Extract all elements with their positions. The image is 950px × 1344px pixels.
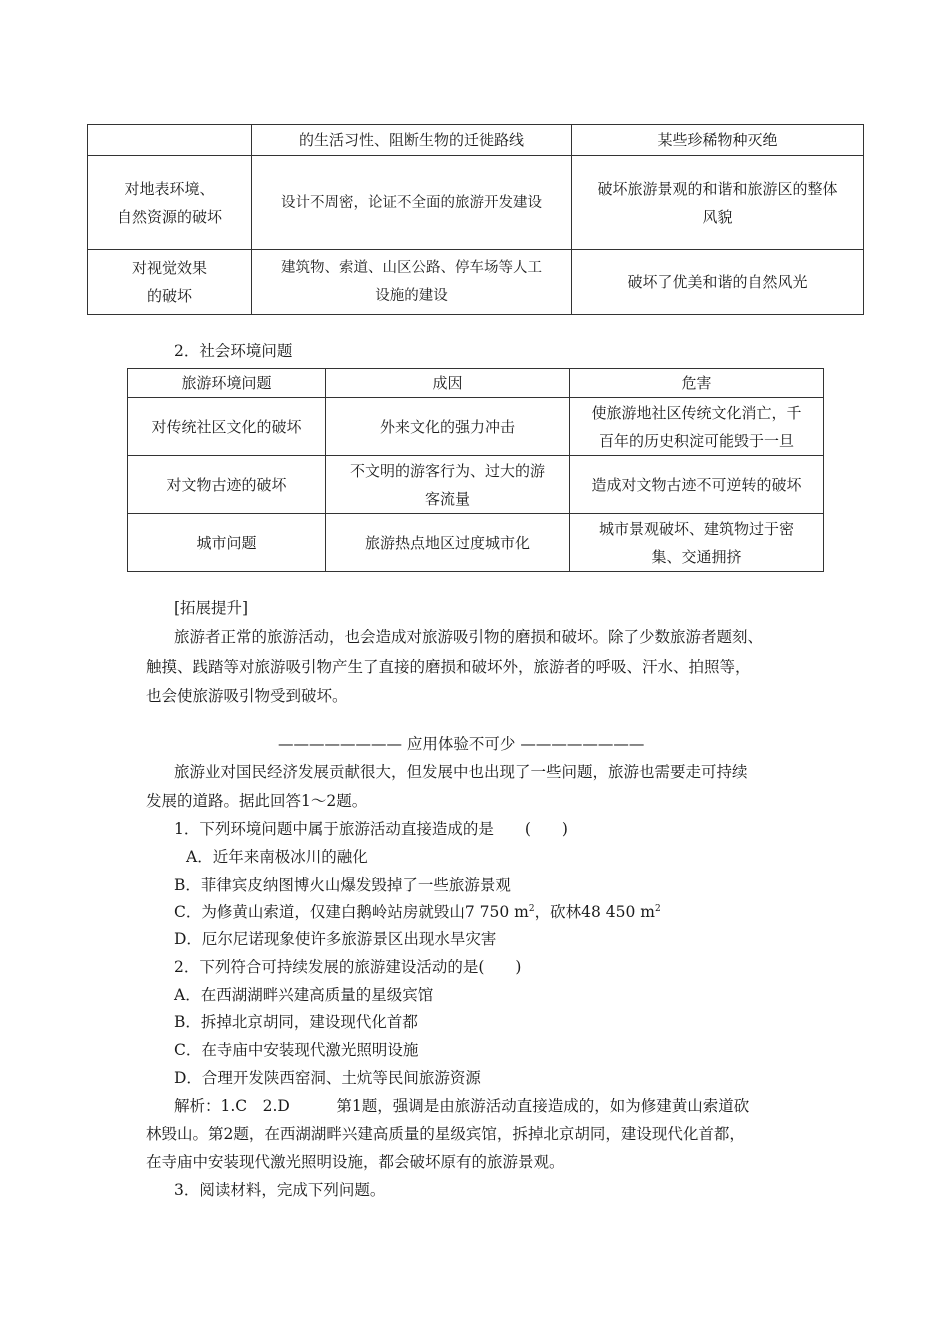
cell-line: 建筑物、索道、山区公路、停车场等人工 [281,260,542,276]
table-header-row [128,369,824,398]
section-title: 2．社会环境问题 [174,342,293,360]
environment-problem-table-continued [87,124,864,315]
option-c: C．在寺庙中安装现代激光照明设施 [174,1041,419,1059]
cell-line: 破坏旅游景观的和谐和旅游区的整体 [597,179,838,198]
table-cell: 破坏了优美和谐的自然风光 [572,250,864,315]
table-cell: 对文物古迹的破坏 [128,456,326,514]
cell-line: 自然资源的破坏 [116,207,222,226]
table-cell: 某些珍稀物种灭绝 [572,125,864,156]
paragraph-line: 旅游者正常的旅游活动，也会造成对旅游吸引物的磨损和破坏。除了少数旅游者题刻、 [174,628,764,646]
analysis-line: 在寺庙中安装现代激光照明设施，都会破坏原有的旅游景观。 [146,1153,565,1171]
question-stem: 3．阅读材料，完成下列问题。 [174,1181,386,1199]
table-row [128,398,824,456]
table-cell [88,125,252,156]
option-c-text: ，砍林48 450 m [534,903,655,921]
table-header: 旅游环境问题 [128,369,326,398]
table-cell [252,250,572,315]
question-stem: 1．下列环境问题中属于旅游活动直接造成的是 ( ) [174,820,568,838]
cell-line: 集、交通拥挤 [651,547,742,566]
analysis-line: 林毁山。第2题，在西湖湖畔兴建高质量的星级宾馆，拆掉北京胡同，建设现代化首都， [146,1125,745,1143]
table-cell [88,250,252,315]
table-cell: 外来文化的强力冲击 [326,398,570,456]
intro-line: 旅游业对国民经济发展贡献很大，但发展中也出现了一些问题，旅游也需要走可持续 [174,763,748,781]
paragraph-line: 也会使旅游吸引物受到破坏。 [146,687,348,705]
table-cell: 造成对文物古迹不可逆转的破坏 [570,456,824,514]
option-d: D．合理开发陕西窑洞、土炕等民间旅游资源 [174,1069,481,1087]
option-b: B．拆掉北京胡同，建设现代化首都 [174,1013,418,1031]
question-stem: 2．下列符合可持续发展的旅游建设活动的是( ) [174,958,522,976]
extension-title: [拓展提升] [174,599,249,617]
section-divider: ———————— 应用体验不可少 ———————— [278,735,645,753]
option-c [174,902,661,922]
table-row [88,125,864,156]
table-cell: 城市问题 [128,514,326,572]
superscript: 2 [654,903,661,914]
intro-line: 发展的道路。据此回答1～2题。 [146,792,368,810]
analysis-line: 解析：1.C 2.D 第1题，强调是由旅游活动直接造成的，如为修建黄山索道砍 [174,1097,750,1115]
option-a: A．近年来南极冰川的融化 [186,848,368,866]
social-environment-table [127,368,824,572]
table-cell: 设计不周密，论证不全面的旅游开发建设 [252,156,572,250]
option-c-text: C．为修黄山索道，仅建白鹅岭站房就毁山7 750 m [174,903,529,921]
cell-line: 使旅游地社区传统文化消亡，千 [591,403,802,422]
option-a: A．在西湖湖畔兴建高质量的星级宾馆 [174,986,434,1004]
table-row [128,514,824,572]
cell-line: 对视觉效果 [131,259,207,277]
table-cell [570,514,824,572]
superscript: 2 [528,903,535,914]
cell-line: 对地表环境、 [124,179,215,198]
option-d: D．厄尔尼诺现象使许多旅游景区出现水旱灾害 [174,930,497,948]
cell-line: 不文明的游客行为、过大的游 [349,461,545,480]
table-header: 成因 [326,369,570,398]
cell-line: 客流量 [424,489,470,508]
cell-line: 的破坏 [146,287,192,305]
table-row [88,156,864,250]
cell-line: 百年的历史积淀可能毁于一旦 [598,431,794,450]
table-cell [88,156,252,250]
option-b: B．菲律宾皮纳图博火山爆发毁掉了一些旅游景观 [174,876,511,894]
table-cell [326,456,570,514]
table-row [128,456,824,514]
table-cell [572,156,864,250]
cell-line: 设施的建设 [375,288,448,304]
cell-line: 风貌 [702,207,733,226]
table-cell [570,398,824,456]
cell-line: 城市景观破坏、建筑物过于密 [598,519,794,538]
table-cell: 对传统社区文化的破坏 [128,398,326,456]
table-cell: 旅游热点地区过度城市化 [326,514,570,572]
table-row [88,250,864,315]
table-cell: 的生活习性、阻断生物的迁徙路线 [252,125,572,156]
table-header: 危害 [570,369,824,398]
paragraph-line: 触摸、践踏等对旅游吸引物产生了直接的磨损和破坏外，旅游者的呼吸、汗水、拍照等， [146,658,751,676]
